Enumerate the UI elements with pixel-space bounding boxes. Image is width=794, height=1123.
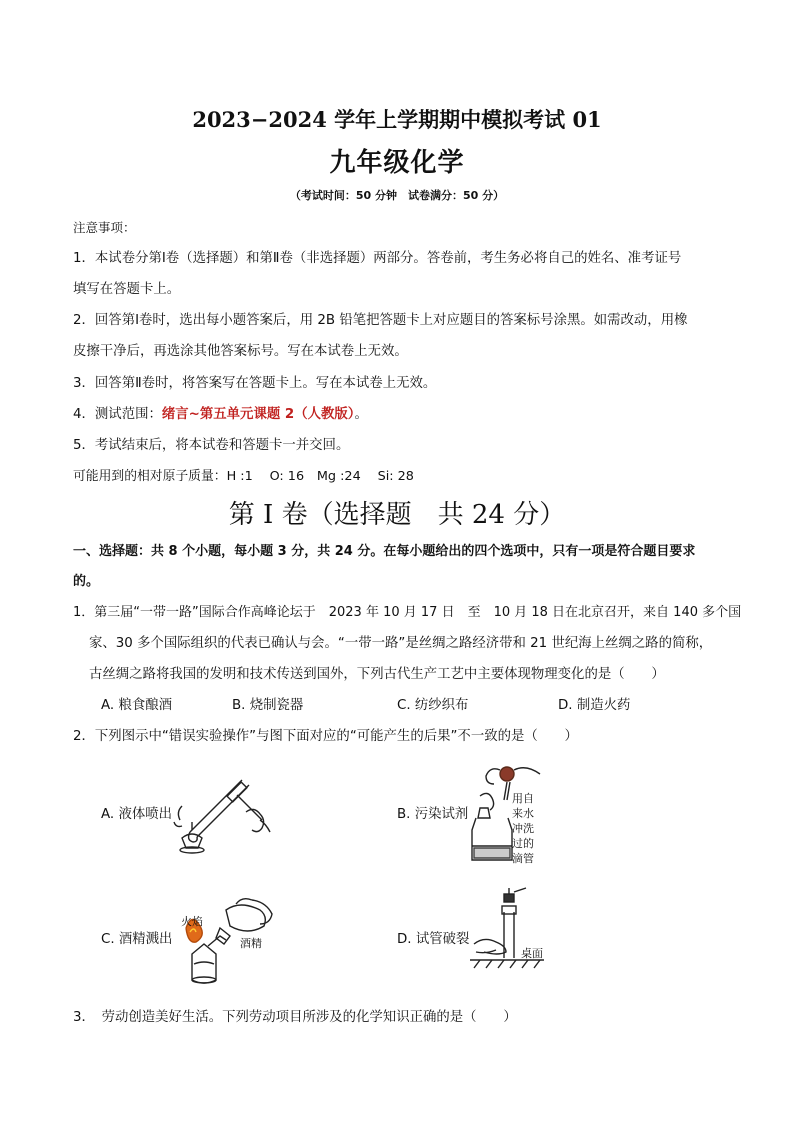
section-1-instruction-line-2: 的。 bbox=[73, 574, 100, 589]
exam-title: 2023−2024 学年上学期期中模拟考试 01 bbox=[192, 107, 602, 132]
note-2-line-2: 皮擦干净后，再选涂其他答案标号。写在本试卷上无效。 bbox=[73, 344, 408, 359]
section-1-title: 第 I 卷（选择题 共 24 分） bbox=[228, 500, 566, 530]
exam-subject: 九年级化学 bbox=[329, 148, 465, 178]
q2-option-c-label: C. 酒精溅出 bbox=[101, 932, 173, 947]
figure-b-note-line-1: 用自 bbox=[512, 792, 534, 805]
q1-option-d: D. 制造火药 bbox=[558, 698, 631, 713]
q2-stem: 2．下列图示中“错误实验操作”与图下面对应的“可能产生的后果”不一致的是（ ） bbox=[73, 729, 578, 744]
q2-option-a-label: A. 液体喷出 bbox=[101, 807, 172, 822]
test-range: 绪言~第五单元课题 2（人教版） bbox=[161, 407, 355, 422]
note-4 bbox=[73, 403, 368, 422]
q1-line-1: 1．第三届“一带一路”国际合作高峰论坛于 2023 年 10 月 17 日 至 10 月 18 日在北京召开，来自 140 多个国 bbox=[73, 605, 742, 620]
figure-d-desk-label: 桌面 bbox=[521, 947, 543, 960]
figure-a-heating-tube-illustration bbox=[172, 760, 282, 855]
figure-b-note-line-2: 来水 bbox=[512, 807, 534, 820]
figure-b-note bbox=[512, 791, 534, 866]
note-1-line-2: 填写在答题卡上。 bbox=[73, 282, 181, 297]
exam-time-info: （考试时间：50 分钟 试卷满分：50 分） bbox=[289, 189, 505, 202]
q1-line-3: 古丝绸之路将我国的发明和技术传送到国外，下列古代生产工艺中主要体现物理变化的是（ ） bbox=[89, 667, 665, 682]
figure-c-flame-label: 火焰 bbox=[181, 915, 203, 928]
note-4-suffix: 。 bbox=[354, 407, 368, 422]
figure-c-alcohol-label: 酒精 bbox=[240, 937, 262, 950]
figure-b-note-line-5: 滴管 bbox=[512, 852, 534, 865]
note-4-prefix: 4．测试范围： bbox=[73, 407, 162, 422]
figure-b-note-line-3: 冲洗 bbox=[512, 822, 534, 835]
q1-option-b: B. 烧制瓷器 bbox=[232, 698, 304, 713]
q1-line-2: 家、30 多个国际组织的代表已确认与会。“一带一路”是丝绸之路经济带和 21 世纪海上丝绸之路的简称， bbox=[89, 636, 713, 651]
q1-option-a: A. 粮食酿酒 bbox=[101, 698, 172, 713]
figure-b-dropper-bottle-illustration bbox=[460, 760, 550, 868]
q2-option-d-label: D. 试管破裂 bbox=[397, 932, 470, 947]
note-2-line-1: 2．回答第Ⅰ卷时，选出每小题答案后，用 2B 铅笔把答题卡上对应题目的答案标号涂黑。如需改动，用橡 bbox=[73, 313, 688, 328]
figure-b-note-line-4: 过的 bbox=[512, 837, 534, 850]
q3-stem: 3． 劳动创造美好生活。下列劳动项目所涉及的化学知识正确的是（ ） bbox=[73, 1010, 517, 1025]
q1-option-c: C. 纺纱织布 bbox=[397, 698, 469, 713]
q2-option-b-label: B. 污染试剂 bbox=[397, 807, 469, 822]
section-1-instruction-line-1: 一、选择题：共 8 个小题，每小题 3 分，共 24 分。在每小题给出的四个选项中，只有一项是符合题目要求 bbox=[73, 544, 696, 559]
note-5: 5．考试结束后，将本试卷和答题卡一并交回。 bbox=[73, 438, 350, 453]
figure-c-alcohol-lamp-illustration bbox=[180, 880, 280, 990]
note-3: 3．回答第Ⅱ卷时，将答案写在答题卡上。写在本试卷上无效。 bbox=[73, 376, 437, 391]
note-1-line-1: 1．本试卷分第Ⅰ卷（选择题）和第Ⅱ卷（非选择题）两部分。答卷前，考生务必将自己的姓名、准考证号 bbox=[73, 251, 682, 266]
notes-heading: 注意事项： bbox=[73, 220, 136, 235]
atomic-mass-line: 可能用到的相对原子质量：H :1 O: 16 Mg :24 Si: 28 bbox=[73, 469, 414, 484]
